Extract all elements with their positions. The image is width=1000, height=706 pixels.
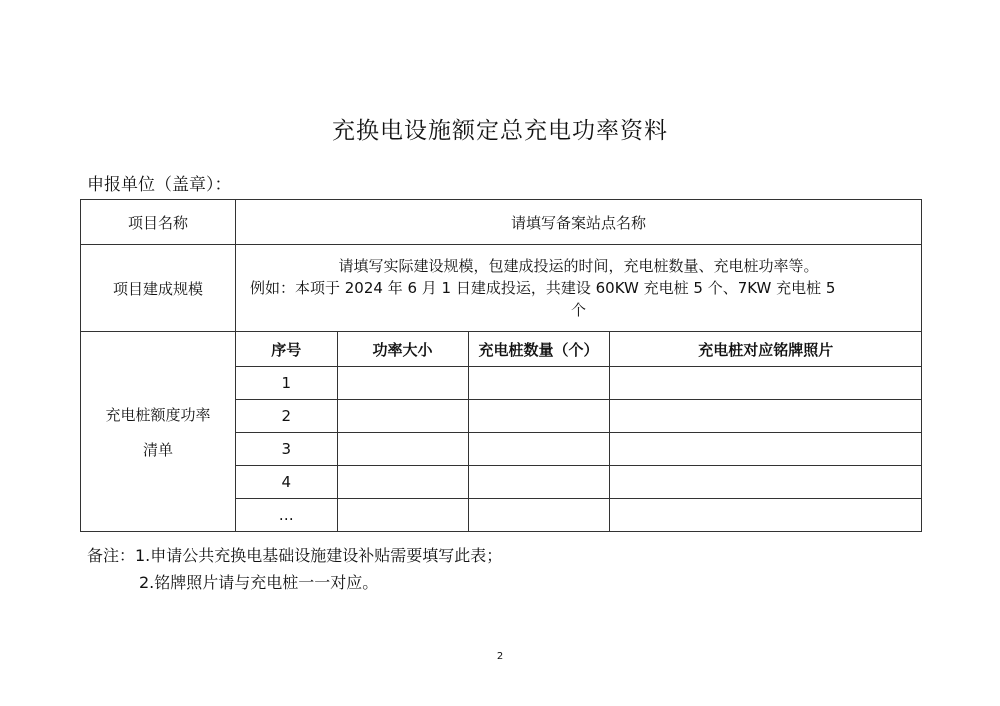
- table-row: [236, 499, 922, 532]
- charger-list-label-line1: 充电桩额度功率: [105, 405, 211, 424]
- header-count: 充电桩数量（个）: [468, 332, 609, 367]
- row-power: [337, 499, 468, 532]
- row-index: 3: [236, 433, 337, 466]
- row-count: [468, 433, 609, 466]
- header-power: 功率大小: [337, 332, 468, 367]
- document-title: 充换电设施额定总充电功率资料: [332, 118, 668, 144]
- project-scale-label: 项目建成规模: [81, 245, 236, 332]
- remark-line1: 备注：1.申请公共充换电基础设施建设补贴需要填写此表；: [87, 546, 503, 565]
- charger-list-table: [236, 332, 922, 531]
- row-photo: [609, 400, 922, 433]
- row-photo: [609, 433, 922, 466]
- row-index: …: [236, 499, 337, 532]
- project-name-label: 项目名称: [81, 200, 236, 245]
- row-count: [468, 400, 609, 433]
- row-power: [337, 400, 468, 433]
- row-power: [337, 466, 468, 499]
- project-scale-line1: 请填写实际建设规模，包建成投运的时间，充电桩数量、充电桩功率等。: [338, 257, 819, 275]
- row-power: [337, 367, 468, 400]
- project-scale-value: [236, 245, 922, 332]
- charger-list-header: [236, 332, 922, 367]
- project-scale-line2: 例如：本项于 2024 年 6 月 1 日建成投运，共建设 60KW 充电桩 5 个、7KW 充电桩 5: [250, 279, 836, 297]
- row-photo: [609, 466, 922, 499]
- row-index: 1: [236, 367, 337, 400]
- table-row: [236, 400, 922, 433]
- row-index: 2: [236, 400, 337, 433]
- page-number: 2: [496, 651, 504, 662]
- project-scale-row: [81, 245, 922, 332]
- row-count: [468, 499, 609, 532]
- table-row: [236, 466, 922, 499]
- project-name-value: 请填写备案站点名称: [236, 200, 922, 245]
- row-index: 4: [236, 466, 337, 499]
- remarks: [87, 542, 502, 596]
- charger-list-cell: [236, 332, 922, 532]
- header-photo: 充电桩对应铭牌照片: [609, 332, 922, 367]
- reporter-label: 申报单位（盖章）：: [87, 175, 232, 195]
- charger-list-row: [81, 332, 922, 532]
- project-name-row: [81, 200, 922, 245]
- table-row: [236, 367, 922, 400]
- power-info-table: [80, 199, 922, 532]
- row-photo: [609, 367, 922, 400]
- row-power: [337, 433, 468, 466]
- remark-line2: 2.铭牌照片请与充电桩一一对应。: [139, 573, 379, 592]
- header-index: 序号: [236, 332, 337, 367]
- table-row: [236, 433, 922, 466]
- charger-list-label-line2: 清单: [142, 440, 173, 459]
- charger-list-label: [81, 332, 236, 532]
- row-count: [468, 367, 609, 400]
- project-scale-line3: 个: [570, 301, 586, 319]
- row-count: [468, 466, 609, 499]
- row-photo: [609, 499, 922, 532]
